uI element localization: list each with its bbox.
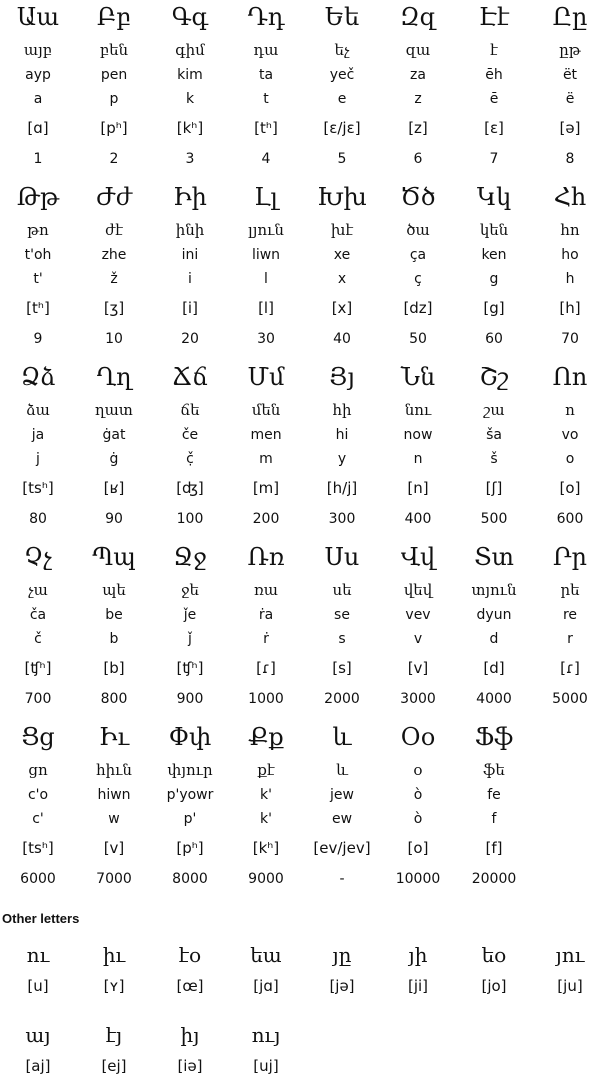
letter-name: րե (560, 581, 580, 599)
letter-numeric-value: 900 (176, 691, 204, 707)
letter-glyph: Էէ (478, 3, 510, 31)
letter-ipa: [ɾ] (256, 659, 276, 677)
letter-romanization: ò (413, 811, 423, 827)
letter-romanization: c' (32, 811, 44, 827)
letter-ipa: [ɛ/jɛ] (323, 119, 361, 137)
other-letter-glyph: յը (332, 943, 352, 967)
letter-name: նու (404, 401, 432, 419)
letter-numeric-value: 3000 (400, 691, 436, 707)
other-letter-glyph: եօ (481, 943, 507, 967)
letter-ipa: [dz] (403, 299, 433, 317)
letter-name: սե (332, 581, 352, 599)
letter-transliteration: zhe (101, 247, 127, 263)
letter-glyph: Օօ (400, 723, 436, 751)
other-letter-glyph: իւ (102, 943, 126, 967)
letter-name: լյուն (248, 221, 284, 239)
letter-transliteration: se (334, 607, 350, 623)
letter-glyph: Ճճ (172, 363, 208, 391)
letter-glyph: Ոո (552, 363, 588, 391)
letter-name: չա (28, 581, 48, 599)
letter-transliteration: ča (29, 607, 47, 623)
letter-name: ժէ (105, 221, 123, 239)
letter-transliteration: ša (486, 427, 502, 443)
letter-numeric-value: 8000 (172, 871, 208, 887)
letter-ipa: [b] (103, 659, 125, 677)
letter-numeric-value: 500 (480, 511, 508, 527)
letter-name: ըթ (559, 41, 581, 59)
letter-transliteration: kim (177, 67, 203, 83)
letter-romanization: g (489, 271, 499, 287)
other-letter-ipa: [iə] (177, 1057, 203, 1075)
other-letter-glyph: էօ (178, 943, 202, 967)
letter-glyph: Աա (16, 3, 60, 31)
letter-glyph: Նն (400, 363, 436, 391)
letter-glyph: Ռռ (247, 543, 285, 571)
letter-ipa: [s] (332, 659, 352, 677)
letter-transliteration: fe (487, 787, 501, 803)
letter-name: ցո (28, 761, 48, 779)
other-letter-ipa: [ʏ] (103, 977, 125, 995)
letter-romanization: p' (183, 811, 197, 827)
letter-transliteration: p'yowr (166, 787, 214, 803)
letter-transliteration: vev (405, 607, 431, 623)
letter-ipa: [ʧʰ] (24, 659, 52, 677)
letter-name: օ (413, 761, 423, 779)
letter-romanization: o (565, 451, 575, 467)
letter-numeric-value: 20 (181, 331, 199, 347)
letter-transliteration: k' (260, 787, 272, 803)
other-letter-glyph: իյ (180, 1023, 200, 1047)
letter-glyph: Րր (552, 543, 588, 571)
letter-transliteration: liwn (251, 247, 281, 263)
letter-glyph: Ղղ (96, 363, 132, 391)
letter-romanization: h (565, 271, 575, 287)
letter-romanization: z (414, 91, 422, 107)
letter-transliteration: c'o (27, 787, 49, 803)
letter-numeric-value: 60 (485, 331, 503, 347)
letter-ipa: [d] (483, 659, 505, 677)
letter-transliteration: vo (561, 427, 579, 443)
letter-transliteration: za (410, 67, 426, 83)
letter-numeric-value: 8 (565, 151, 575, 167)
letter-numeric-value: 400 (404, 511, 432, 527)
letter-numeric-value: 9000 (248, 871, 284, 887)
letter-numeric-value: 10000 (395, 871, 441, 887)
letter-name: խէ (330, 221, 354, 239)
letter-ipa: [tʰ] (254, 119, 278, 137)
letter-glyph: Չչ (24, 543, 52, 571)
letter-ipa: [h] (559, 299, 581, 317)
letter-numeric-value: 2 (109, 151, 119, 167)
letter-transliteration: ṙa (258, 607, 274, 623)
letter-glyph: Լլ (254, 183, 278, 211)
letter-ipa: [ʤ] (176, 479, 204, 497)
letter-glyph: Վվ (400, 543, 436, 571)
letter-name: հիւն (96, 761, 132, 779)
letter-transliteration: ja (31, 427, 45, 443)
letter-name: հո (560, 221, 580, 239)
letter-transliteration: t'oh (24, 247, 52, 263)
letter-name: մեն (251, 401, 281, 419)
letter-romanization: v (413, 631, 423, 647)
letter-name: հի (332, 401, 352, 419)
letter-ipa: [ɛ] (484, 119, 504, 137)
letter-name: տյուն (471, 581, 517, 599)
letter-name: ձա (26, 401, 50, 419)
letter-ipa: [n] (407, 479, 429, 497)
letter-name: ո (565, 401, 575, 419)
other-letter-glyph: էյ (105, 1023, 123, 1047)
other-letter-ipa: [jo] (481, 977, 507, 995)
letter-glyph: Յյ (329, 363, 355, 391)
letter-numeric-value: 6000 (20, 871, 56, 887)
other-letter-ipa: [ej] (101, 1057, 127, 1075)
letter-glyph: Խխ (317, 183, 367, 211)
other-letter-glyph: յու (555, 943, 585, 967)
letter-numeric-value: 10 (105, 331, 123, 347)
letter-transliteration: ayp (25, 67, 51, 83)
letter-name: թո (27, 221, 49, 239)
other-letters-title: Other letters (2, 911, 80, 926)
letter-glyph: Ջջ (173, 543, 207, 571)
letter-transliteration: ta (258, 67, 274, 83)
letter-numeric-value: 70 (561, 331, 579, 347)
other-letter-ipa: [jə] (329, 977, 355, 995)
letter-romanization: č (34, 631, 42, 647)
letter-transliteration: ġat (102, 427, 126, 443)
letter-name: դա (253, 41, 279, 59)
letter-ipa: [kʰ] (252, 839, 280, 857)
letter-ipa: [z] (408, 119, 428, 137)
other-letter-glyph: ույ (251, 1023, 281, 1047)
letter-romanization: ǰ (188, 631, 192, 647)
letter-romanization: m (259, 451, 273, 467)
letter-numeric-value: 5000 (552, 691, 588, 707)
letter-glyph: Իի (173, 183, 207, 211)
letter-numeric-value: 9 (33, 331, 43, 347)
letter-numeric-value: 5 (337, 151, 347, 167)
letter-glyph: Փփ (168, 723, 212, 751)
letter-numeric-value: 4 (261, 151, 271, 167)
letter-romanization: ç (414, 271, 422, 287)
letter-transliteration: jew (330, 787, 354, 803)
letter-ipa: [tsʰ] (22, 839, 54, 857)
letter-numeric-value: 6 (413, 151, 423, 167)
letter-transliteration: pen (100, 67, 128, 83)
letter-romanization: ë (565, 91, 575, 107)
letter-romanization: s (338, 631, 346, 647)
letter-ipa: [o] (407, 839, 429, 857)
letter-transliteration: dyun (476, 607, 512, 623)
letter-ipa: [ʧʰ] (176, 659, 204, 677)
letter-name: և (336, 761, 348, 779)
letter-ipa: [ʃ] (485, 479, 503, 497)
letter-numeric-value: 20000 (471, 871, 517, 887)
letter-romanization: ž (110, 271, 118, 287)
letter-ipa: [tsʰ] (22, 479, 54, 497)
letter-glyph: Կկ (476, 183, 512, 211)
letter-transliteration: ò (413, 787, 423, 803)
letter-name: ճե (180, 401, 200, 419)
letter-name: զա (405, 41, 431, 59)
letter-transliteration: now (403, 427, 433, 443)
letter-numeric-value: 300 (328, 511, 356, 527)
other-letter-glyph: յի (408, 943, 428, 967)
letter-glyph: Տտ (474, 543, 514, 571)
letter-name: եչ (334, 41, 350, 59)
letter-name: վեվ (403, 581, 433, 599)
letter-numeric-value: 3 (185, 151, 195, 167)
letter-glyph: Եե (324, 3, 360, 31)
letter-glyph: Սս (324, 543, 360, 571)
letter-romanization: r (567, 631, 573, 647)
letter-transliteration: ǰe (183, 607, 197, 623)
letter-romanization: ē (489, 91, 499, 107)
letter-glyph: Ֆֆ (474, 723, 514, 751)
letter-glyph: Ըը (552, 3, 588, 31)
letter-name: ռա (253, 581, 279, 599)
letter-romanization: i (188, 271, 192, 287)
letter-glyph: Ցց (21, 723, 55, 751)
letter-transliteration: men (250, 427, 282, 443)
letter-romanization: a (33, 91, 43, 107)
letter-ipa: [x] (331, 299, 353, 317)
letter-transliteration: xe (333, 247, 351, 263)
letter-numeric-value: 4000 (476, 691, 512, 707)
letter-ipa: [l] (258, 299, 274, 317)
letter-romanization: f (491, 811, 497, 827)
letter-numeric-value: 2000 (324, 691, 360, 707)
letter-name: է (490, 41, 498, 59)
letter-romanization: n (413, 451, 423, 467)
letter-numeric-value: 7000 (96, 871, 132, 887)
letter-numeric-value: 800 (100, 691, 128, 707)
letter-numeric-value: 40 (333, 331, 351, 347)
letter-name: ինի (175, 221, 205, 239)
letter-ipa: [h/j] (326, 479, 358, 497)
letter-ipa: [ev/jev] (313, 839, 371, 857)
letter-glyph: Քք (248, 723, 284, 751)
letter-name: կեն (479, 221, 509, 239)
letter-name: փյուր (167, 761, 213, 779)
other-letter-glyph: ու (26, 943, 50, 967)
other-letter-ipa: [uj] (253, 1057, 279, 1075)
other-letter-glyph: այ (25, 1023, 51, 1047)
letter-romanization: l (264, 271, 268, 287)
letter-numeric-value: 700 (24, 691, 52, 707)
letter-transliteration: hi (335, 427, 349, 443)
letter-romanization: č̣ (186, 451, 194, 467)
letter-transliteration: be (105, 607, 123, 623)
letter-transliteration: če (181, 427, 199, 443)
letter-name: շա (483, 401, 505, 419)
letter-romanization: w (108, 811, 120, 827)
letter-glyph: Պպ (92, 543, 136, 571)
letter-transliteration: hiwn (97, 787, 131, 803)
letter-ipa: [o] (559, 479, 581, 497)
other-letter-ipa: [aj] (25, 1057, 51, 1075)
letter-numeric-value: 30 (257, 331, 275, 347)
letter-romanization: ġ (109, 451, 119, 467)
letter-romanization: ṙ (263, 631, 269, 647)
letter-transliteration: ça (409, 247, 427, 263)
letter-ipa: [kʰ] (176, 119, 204, 137)
letter-romanization: b (109, 631, 119, 647)
letter-ipa: [ʁ] (103, 479, 125, 497)
letter-ipa: [f] (485, 839, 503, 857)
letter-name: գիմ (175, 41, 205, 59)
letter-ipa: [tʰ] (26, 299, 50, 317)
letter-name: այբ (23, 41, 53, 59)
letter-glyph: Ժժ (96, 183, 132, 211)
letter-glyph: Դդ (247, 3, 285, 31)
letter-transliteration: ho (561, 247, 579, 263)
letter-numeric-value: 1 (33, 151, 43, 167)
letter-numeric-value: 80 (29, 511, 47, 527)
letter-glyph: Մմ (247, 363, 285, 391)
letter-ipa: [v] (407, 659, 429, 677)
letter-name: ֆե (483, 761, 505, 779)
other-letter-glyph: եա (250, 943, 282, 967)
letter-glyph: Ձձ (20, 363, 56, 391)
letter-ipa: [g] (483, 299, 505, 317)
letter-numeric-value: 200 (252, 511, 280, 527)
letter-ipa: [m] (252, 479, 280, 497)
letter-romanization: p (109, 91, 119, 107)
letter-numeric-value: - (339, 871, 345, 887)
letter-transliteration: re (562, 607, 578, 623)
letter-ipa: [v] (103, 839, 125, 857)
letter-glyph: Իւ (98, 723, 130, 751)
letter-glyph: Ծծ (400, 183, 436, 211)
letter-name: ղատ (95, 401, 133, 419)
letter-transliteration: ken (481, 247, 507, 263)
other-letter-ipa: [ju] (557, 977, 583, 995)
letter-transliteration: ini (181, 247, 199, 263)
letter-name: քէ (257, 761, 275, 779)
letter-glyph: Շշ (479, 363, 509, 391)
letter-transliteration: yeč (329, 67, 355, 83)
letter-glyph: Հհ (553, 183, 587, 211)
letter-glyph: Զզ (399, 3, 437, 31)
letter-romanization: y (337, 451, 347, 467)
letter-romanization: x (337, 271, 347, 287)
letter-ipa: [ɑ] (27, 119, 49, 137)
letter-name: պե (102, 581, 126, 599)
letter-numeric-value: 1000 (248, 691, 284, 707)
letter-numeric-value: 7 (489, 151, 499, 167)
letter-glyph: Գգ (171, 3, 209, 31)
letter-ipa: [pʰ] (176, 839, 204, 857)
letter-romanization: d (489, 631, 499, 647)
other-letter-ipa: [ji] (407, 977, 429, 995)
letter-romanization: t' (33, 271, 43, 287)
letter-name: բեն (99, 41, 129, 59)
letter-romanization: k' (260, 811, 272, 827)
letter-ipa: [i] (182, 299, 198, 317)
other-letter-ipa: [u] (27, 977, 49, 995)
letter-ipa: [ɾ] (560, 659, 580, 677)
letter-numeric-value: 100 (176, 511, 204, 527)
letter-romanization: j (36, 451, 40, 467)
letter-romanization: š (490, 451, 498, 467)
letter-numeric-value: 600 (556, 511, 584, 527)
letter-transliteration: ët (562, 67, 578, 83)
letter-romanization: e (337, 91, 347, 107)
letter-glyph: Բբ (96, 3, 132, 31)
letter-glyph: Թթ (16, 183, 60, 211)
letter-transliteration: ēh (485, 67, 503, 83)
letter-ipa: [ʒ] (103, 299, 125, 317)
letter-ipa: [pʰ] (100, 119, 128, 137)
letter-numeric-value: 90 (105, 511, 123, 527)
letter-glyph: և (332, 723, 352, 751)
letter-name: ջե (181, 581, 199, 599)
letter-ipa: [ə] (559, 119, 581, 137)
letter-numeric-value: 50 (409, 331, 427, 347)
other-letter-ipa: [jɑ] (253, 977, 279, 995)
letter-romanization: ew (331, 811, 353, 827)
letter-name: ծա (406, 221, 430, 239)
letter-romanization: k (185, 91, 195, 107)
other-letter-ipa: [œ] (176, 977, 204, 995)
letter-romanization: t (263, 91, 269, 107)
